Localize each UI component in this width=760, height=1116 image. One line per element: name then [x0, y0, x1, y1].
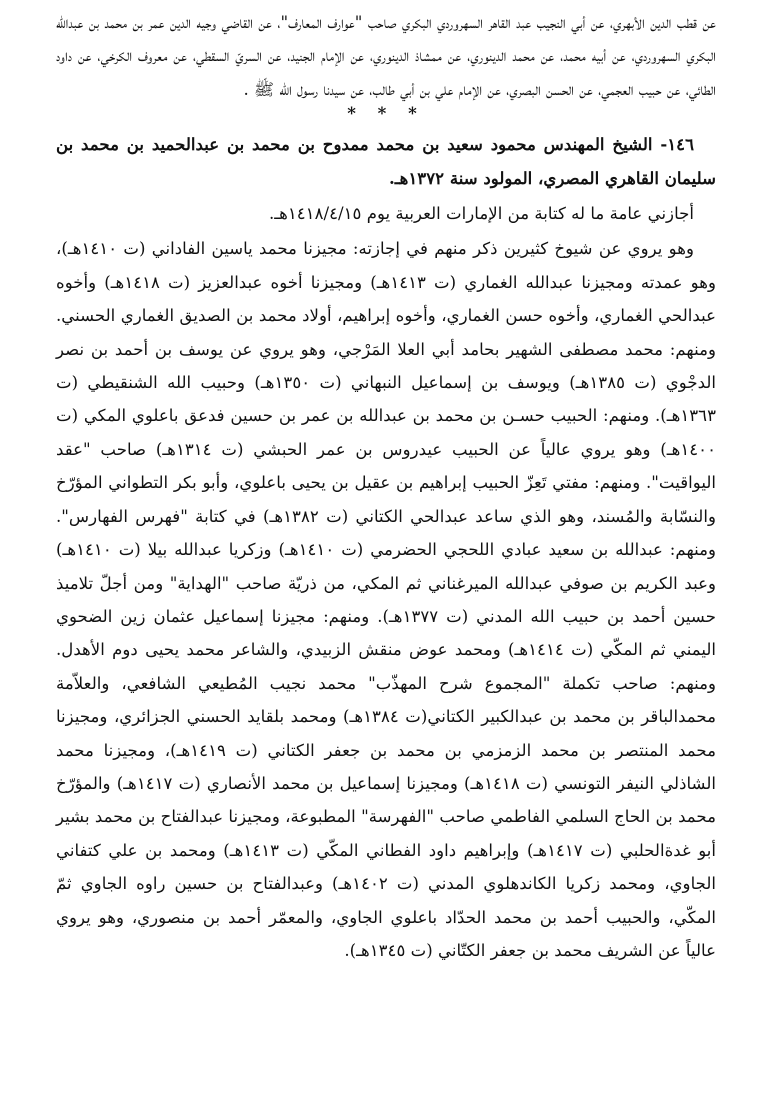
section-separator: * * *: [347, 103, 425, 124]
entry-heading-146: ١٤٦- الشيخ المهندس محمود سعيد بن محمد ممدوح بن محمد بن عبدالحميد بن محمد بن سليمان القاهري المصري، المولود سنة ١٣٧٢هـ.: [56, 134, 716, 188]
document-page: [56, 6, 716, 967]
paragraph-teachers-list: وهو يروي عن شيوخ كثيرين ذكر منهم في إجازته: مجيزنا محمد ياسين الفاداني (ت ١٤١٠هـ)، وهو عمدته ومجيزنا عبدالله الغماري (ت ١٤١٣هـ) ومجيزنا أخوه عبدالعزيز (ت ١٤١٨هـ) وأخوه عبدالحي الغماري، وأخوه حسن الغماري، وأخوه إبراهيم، أولاد محمد بن الصديق الغماري الحسني. ومنهم: محمد مصطفى الشهير بحامد أبي العلا المَرْجي، وهو يروي عن يوسف بن أحمد بن نصر الدجْوي (ت ١٣٨٥هـ) ويوسف بن إسماعيل النبهاني (ت ١٣٥٠هـ) وحبيب الله الشنقيطي (ت ١٣٦٣هـ). ومنهم: الحبيب حسـن بن محمد بن عبدالله بن عمر بن حسين فدعق باعلوي المكي (ت ١٤٠٠هـ) وهو يروي عالياً عن الحبيب عيدروس بن عمر الحبشي (ت ١٣١٤هـ) صاحب "عقد اليواقيت". ومنهم: مفتي تَعِزّ الحبيب إبراهيم بن عقيل بن يحيى باعلوي، وأبو بكر التطواني المؤرّخ والنسّابة والمُسند، وهو الذي ساعد عبدالحي الكتاني (ت ١٣٨٢هـ) في كتابة "فهرس الفهارس". ومنهم: عبدالله بن سعيد عبادي اللحجي الحضرمي (ت ١٤١٠هـ) وزكريا عبدالله بيلا (ت ١٤١٠هـ) وعبد الكريم بن صوفي عبدالله الميرغناني ثم المكي، من ذريّة صاحب "الهداية" ومن أجلّ تلاميذ حسين أحمد بن حبيب الله المدني (ت ١٣٧٧هـ). ومنهم: مجيزنا إسماعيل عثمان زين الضحوي اليمني ثم المكّي (ت ١٤١٤هـ) ومحمد عوض منقش الزبيدي، والشاعر محمد يحيى دوم الأهدل. ومنهم: صاحب تكملة "المجموع شرح المهذّب" محمد نجيب المُطيعي الشافعي، والعلاّمة محمدالباقر بن محمد بن عبدالكبير الكتاني(ت ١٣٨٤هـ) ومحمد بلقايد الحسني الجزائري، ومجيزنا محمد المنتصر بن محمد الزمزمي بن محمد بن جعفر الكتاني (ت ١٤١٩هـ)، ومجيزنا محمد الشاذلي النيفر التونسي (ت ١٤١٨هـ) ومجيزنا إسماعيل بن محمد الأنصاري (ت ١٤١٧هـ) والمؤرّخ محمد بن الحاج السلمي الفاطمي صاحب "الفهرسة" المطبوعة، ومجيزنا عبدالفتاح بن محمد بشير أبو غدةالحلبي (ت ١٤١٧هـ) وإبراهيم داود الفطاني المكّي (ت ١٤١٣هـ) ومحمد بن علي كتفاني الجاوي، ومحمد زكريا الكاندهلوي المدني (ت ١٤٠٢هـ) وعبدالفتاح بن حسين راوه الجاوي ثمّ المكّي، والحبيب أحمد بن محمد الحدّاد باعلوي الجاوي، والمعمّر أحمد بن منصوري، وهو يروي عالياً عن الشريف محمد بن جعفر الكتّاني (ت ١٣٤٥هـ).: [56, 239, 717, 960]
paragraph-chain-of-transmission: عن قطب الدين الأبهري، عن أبي النجيب عبد القاهر السهروردي البكري صاحب "عوارف المعارف"، عن القاضي وجيه الدين عمر بن محمد بن عبدالله البكري السهروردي، عن أبيه محمد، عن محمد الدينوري، عن ممشاذ الدينوري، عن الإمام الجنيد، عن السريّ السقطي، عن معروف الكرخي، عن داود الطائي، عن حبيب العجمي، عن الحسن البصري، عن الإمام علي بن أبي طالب، عن سيدنا رسول الله ﷺ .: [56, 13, 716, 99]
paragraph-ijaza-date: أجازني عامة ما له كتابة من الإمارات العربية يوم ١٤١٨/٤/١٥هـ.: [268, 204, 694, 224]
